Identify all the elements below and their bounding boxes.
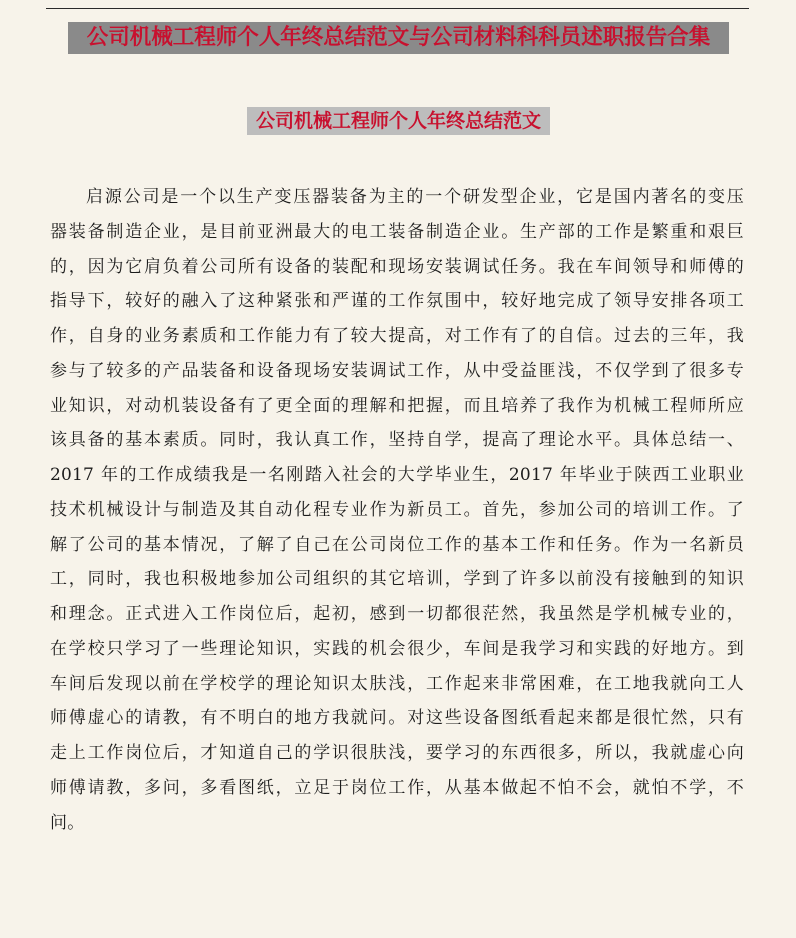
body-line: 器装备制造企业，是目前亚洲最大的电工装备制造企业。生产部的工作是繁重和艰巨	[50, 221, 744, 242]
section-title-highlight	[247, 107, 550, 135]
body-text	[50, 180, 744, 840]
section-title: 公司机械工程师个人年终总结范文	[255, 110, 541, 132]
body-line: 业知识，对动机装设备有了更全面的理解和把握，而且培养了我作为机械工程师所应	[50, 395, 744, 416]
body-line: 2017 年的工作成绩我是一名刚踏入社会的大学毕业生，2017 年毕业于陕西工业职业	[50, 465, 744, 485]
body-line: 该具备的基本素质。同时，我认真工作，坚持自学，提高了理论水平。具体总结一、	[50, 430, 744, 451]
body-line: 师傅请教，多问，多看图纸，立足于岗位工作，从基本做起不怕不会，就怕不学，不	[50, 777, 744, 798]
body-line: 指导下，较好的融入了这种紧张和严谨的工作氛围中，较好地完成了领导安排各项工	[50, 291, 744, 312]
top-rule	[46, 8, 749, 9]
body-line: 师傅虚心的请教，有不明白的地方我就问。对这些设备图纸看起来都是很忙然，只有	[50, 708, 744, 729]
body-line: 问。	[50, 812, 85, 833]
body-line: 工，同时，我也积极地参加公司组织的其它培训，学到了许多以前没有接触到的知识	[50, 569, 744, 590]
body-line: 解了公司的基本情况，了解了自己在公司岗位工作的基本工作和任务。作为一名新员	[50, 534, 744, 555]
body-line: 作，自身的业务素质和工作能力有了较大提高，对工作有了的自信。过去的三年，我	[50, 326, 744, 346]
body-line: 的，因为它肩负着公司所有设备的装配和现场安装调试任务。我在车间领导和师傅的	[50, 256, 744, 277]
body-line: 和理念。正式进入工作岗位后，起初，感到一切都很茫然，我虽然是学机械专业的，	[50, 604, 744, 624]
body-line: 走上工作岗位后，才知道自己的学识很肤浅，要学习的东西很多，所以，我就虚心向	[50, 743, 744, 763]
body-line: 技术机械设计与制造及其自动化程专业作为新员工。首先，参加公司的培训工作。了	[50, 499, 744, 520]
body-line: 在学校只学习了一些理论知识，实践的机会很少，车间是我学习和实践的好地方。到	[50, 638, 744, 659]
document-title: 公司机械工程师个人年终总结范文与公司材料科科员述职报告合集	[86, 25, 711, 50]
document-title-highlight	[68, 22, 729, 54]
body-line: 车间后发现以前在学校学的理论知识太肤浅，工作起来非常困难，在工地我就向工人	[50, 673, 744, 694]
body-line: 启源公司是一个以生产变压器装备为主的一个研发型企业，它是国内著名的变压	[86, 187, 744, 207]
body-line: 参与了较多的产品装备和设备现场安装调试工作，从中受益匪浅，不仅学到了很多专	[50, 360, 744, 381]
